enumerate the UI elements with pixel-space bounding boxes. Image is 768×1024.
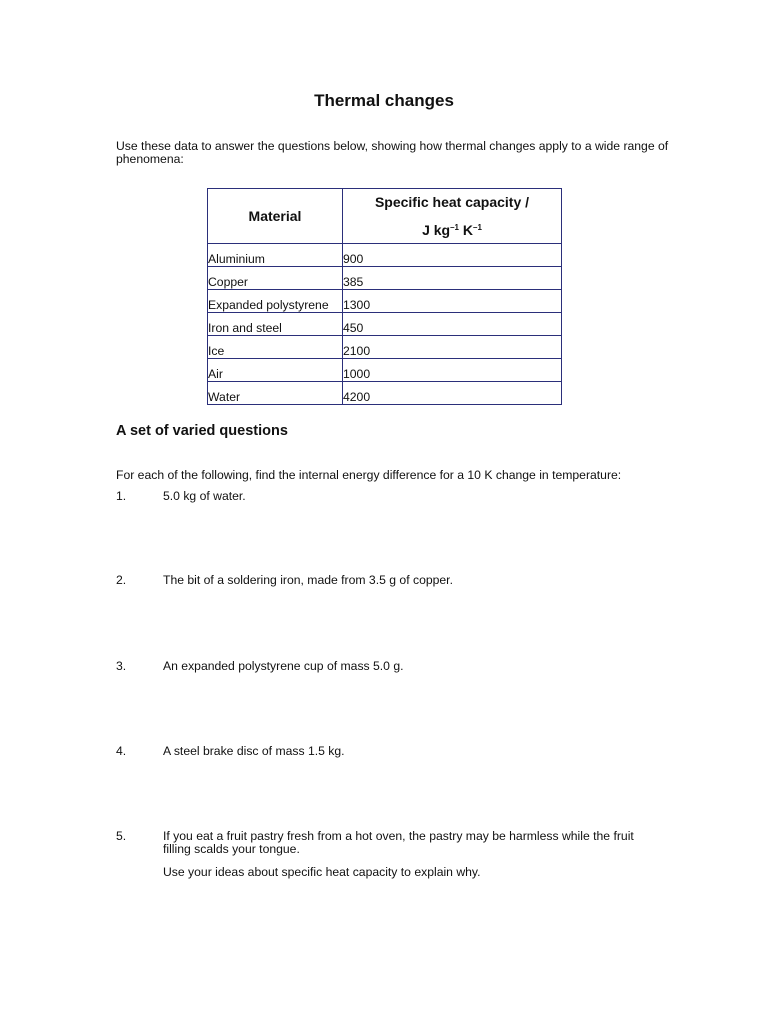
unit-k: K — [459, 222, 473, 238]
table-header-row — [208, 189, 562, 244]
material-cell: Water — [208, 382, 343, 405]
question-text: The bit of a soldering iron, made from 3.5 g of copper. — [163, 573, 453, 587]
value-cell: 450 — [343, 313, 562, 336]
unit-sup-2: –1 — [473, 223, 482, 232]
question-number: 2. — [116, 573, 127, 587]
value-cell: 1300 — [343, 290, 562, 313]
header-unit — [422, 222, 482, 238]
value-cell: 1000 — [343, 359, 562, 382]
table-row — [208, 244, 562, 267]
header-material: Material — [208, 189, 343, 244]
material-cell: Air — [208, 359, 343, 382]
material-cell: Ice — [208, 336, 343, 359]
material-cell: Aluminium — [208, 244, 343, 267]
table-row — [208, 313, 562, 336]
table-row — [208, 336, 562, 359]
unit-j-kg: J kg — [422, 222, 451, 238]
section-heading: A set of varied questions — [116, 423, 288, 439]
value-cell: 900 — [343, 244, 562, 267]
value-cell: 385 — [343, 267, 562, 290]
value-cell: 2100 — [343, 336, 562, 359]
question-text: 5.0 kg of water. — [163, 489, 246, 503]
table-row — [208, 290, 562, 313]
question-number: 5. — [116, 829, 127, 843]
question-number: 4. — [116, 744, 127, 758]
table-row — [208, 267, 562, 290]
question-number: 1. — [116, 489, 127, 503]
unit-sup-1: –1 — [450, 223, 459, 232]
material-cell: Copper — [208, 267, 343, 290]
question-text: An expanded polystyrene cup of mass 5.0 g. — [163, 659, 404, 673]
question-number: 3. — [116, 659, 127, 673]
material-cell: Expanded polystyrene — [208, 290, 343, 313]
table-row — [208, 359, 562, 382]
question-text: If you eat a fruit pastry fresh from a hot oven, the pastry may be harmless while the fruit filling scalds your tongue. — [163, 829, 634, 856]
intro-paragraph: Use these data to answer the questions below, showing how thermal changes apply to a wide range of phenomena: — [116, 139, 669, 166]
question-followup-text: Use your ideas about specific heat capacity to explain why. — [163, 865, 481, 879]
header-specific-heat-capacity — [343, 189, 562, 244]
material-cell: Iron and steel — [208, 313, 343, 336]
table-row — [208, 382, 562, 405]
page-title: Thermal changes — [314, 91, 454, 110]
specific-heat-table — [207, 188, 562, 405]
task-instruction: For each of the following, find the internal energy difference for a 10 K change in temperature: — [116, 468, 622, 482]
header-shc-label: Specific heat capacity / — [374, 194, 530, 210]
question-text: A steel brake disc of mass 1.5 kg. — [163, 744, 345, 758]
value-cell: 4200 — [343, 382, 562, 405]
